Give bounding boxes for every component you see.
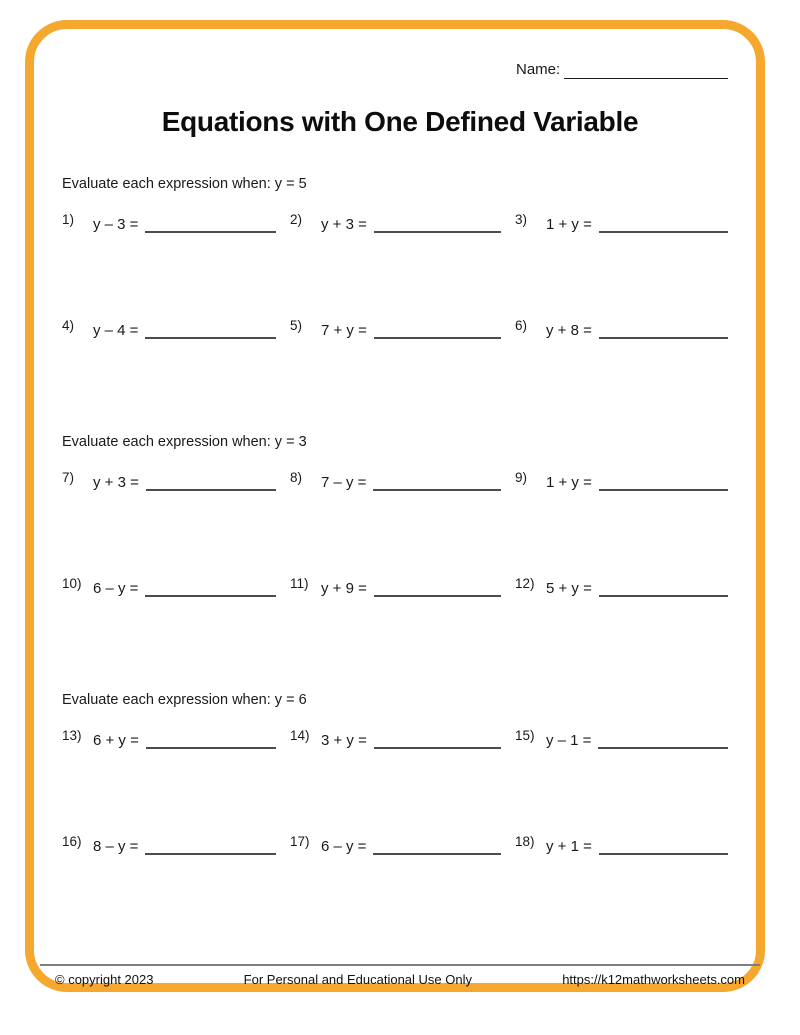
problem-expression: y – 3 = bbox=[93, 216, 139, 233]
problem-expression: y + 1 = bbox=[546, 838, 592, 855]
problem-number: 1) bbox=[62, 212, 75, 227]
problem-number: 11) bbox=[290, 576, 309, 591]
answer-blank[interactable] bbox=[373, 489, 501, 491]
problem-expression: 8 – y = bbox=[93, 838, 139, 855]
problem-number: 18) bbox=[515, 834, 535, 849]
footer bbox=[55, 972, 745, 987]
problem-number: 10) bbox=[62, 576, 82, 591]
problem-11 bbox=[290, 576, 515, 598]
problem-expression: 3 + y = bbox=[321, 732, 367, 749]
page-title: Equations with One Defined Variable bbox=[161, 106, 639, 137]
answer-blank[interactable] bbox=[373, 853, 501, 855]
problem-17 bbox=[290, 834, 515, 856]
problem-number: 8) bbox=[290, 470, 303, 485]
problem-number: 4) bbox=[62, 318, 75, 333]
problem-1 bbox=[62, 212, 290, 234]
problem-expression: y – 1 = bbox=[546, 732, 592, 749]
answer-blank[interactable] bbox=[145, 337, 276, 339]
problem-expression: y – 4 = bbox=[93, 322, 139, 339]
name-blank[interactable] bbox=[564, 61, 728, 79]
problem-expression: 6 – y = bbox=[93, 580, 139, 597]
answer-blank[interactable] bbox=[145, 853, 276, 855]
problem-14 bbox=[290, 728, 515, 750]
problem-18 bbox=[515, 834, 728, 856]
answer-blank[interactable] bbox=[374, 337, 501, 339]
problem-15 bbox=[515, 728, 728, 750]
section-instruction: Evaluate each expression when: y = 6 bbox=[62, 692, 307, 708]
problem-row bbox=[62, 834, 728, 856]
problem-expression: y + 3 = bbox=[93, 474, 139, 491]
answer-blank[interactable] bbox=[374, 595, 501, 597]
problem-expression: 7 – y = bbox=[321, 474, 367, 491]
problem-number: 15) bbox=[515, 728, 535, 743]
section-instruction: Evaluate each expression when: y = 5 bbox=[62, 176, 307, 192]
problem-expression: y + 8 = bbox=[546, 322, 592, 339]
problem-number: 3) bbox=[515, 212, 528, 227]
answer-blank[interactable] bbox=[599, 853, 728, 855]
name-field-row bbox=[516, 60, 728, 79]
problem-number: 14) bbox=[290, 728, 310, 743]
answer-blank[interactable] bbox=[145, 595, 276, 597]
problem-10 bbox=[62, 576, 290, 598]
problem-12 bbox=[515, 576, 728, 598]
problem-4 bbox=[62, 318, 290, 340]
problem-2 bbox=[290, 212, 515, 234]
answer-blank[interactable] bbox=[145, 231, 276, 233]
footer-divider bbox=[40, 964, 760, 966]
footer-copyright: © copyright 2023 bbox=[55, 972, 154, 987]
problem-number: 12) bbox=[515, 576, 535, 591]
answer-blank[interactable] bbox=[598, 747, 728, 749]
problem-16 bbox=[62, 834, 290, 856]
section-instruction: Evaluate each expression when: y = 3 bbox=[62, 434, 307, 450]
problem-5 bbox=[290, 318, 515, 340]
problem-7 bbox=[62, 470, 290, 492]
problem-number: 6) bbox=[515, 318, 528, 333]
problem-expression: y + 3 = bbox=[321, 216, 367, 233]
problem-number: 5) bbox=[290, 318, 303, 333]
answer-blank[interactable] bbox=[146, 489, 276, 491]
problem-number: 17) bbox=[290, 834, 310, 849]
problem-row bbox=[62, 470, 728, 492]
problem-expression: 6 + y = bbox=[93, 732, 139, 749]
problem-number: 13) bbox=[62, 728, 82, 743]
problem-expression: 7 + y = bbox=[321, 322, 367, 339]
problem-13 bbox=[62, 728, 290, 750]
answer-blank[interactable] bbox=[374, 231, 501, 233]
worksheet-section-1 bbox=[62, 176, 728, 351]
problem-number: 9) bbox=[515, 470, 528, 485]
problem-expression: 1 + y = bbox=[546, 474, 592, 491]
footer-usage-note: For Personal and Educational Use Only bbox=[243, 972, 473, 987]
problem-number: 16) bbox=[62, 834, 82, 849]
problem-expression: 1 + y = bbox=[546, 216, 592, 233]
problem-row bbox=[62, 318, 728, 340]
problem-row bbox=[62, 576, 728, 598]
footer-url: https://k12mathworksheets.com bbox=[562, 972, 745, 987]
worksheet-section-3 bbox=[62, 692, 728, 867]
problem-row bbox=[62, 212, 728, 234]
problem-number: 7) bbox=[62, 470, 75, 485]
problem-number: 2) bbox=[290, 212, 303, 227]
answer-blank[interactable] bbox=[599, 337, 728, 339]
worksheet-section-2 bbox=[62, 434, 728, 609]
answer-blank[interactable] bbox=[599, 595, 728, 597]
name-label: Name: bbox=[516, 61, 561, 78]
problem-expression: y + 9 = bbox=[321, 580, 367, 597]
problem-9 bbox=[515, 470, 728, 492]
answer-blank[interactable] bbox=[146, 747, 276, 749]
problem-row bbox=[62, 728, 728, 750]
problem-8 bbox=[290, 470, 515, 492]
answer-blank[interactable] bbox=[374, 747, 501, 749]
problem-6 bbox=[515, 318, 728, 340]
problem-expression: 5 + y = bbox=[546, 580, 592, 597]
answer-blank[interactable] bbox=[599, 231, 728, 233]
problem-3 bbox=[515, 212, 728, 234]
problem-expression: 6 – y = bbox=[321, 838, 367, 855]
answer-blank[interactable] bbox=[599, 489, 728, 491]
